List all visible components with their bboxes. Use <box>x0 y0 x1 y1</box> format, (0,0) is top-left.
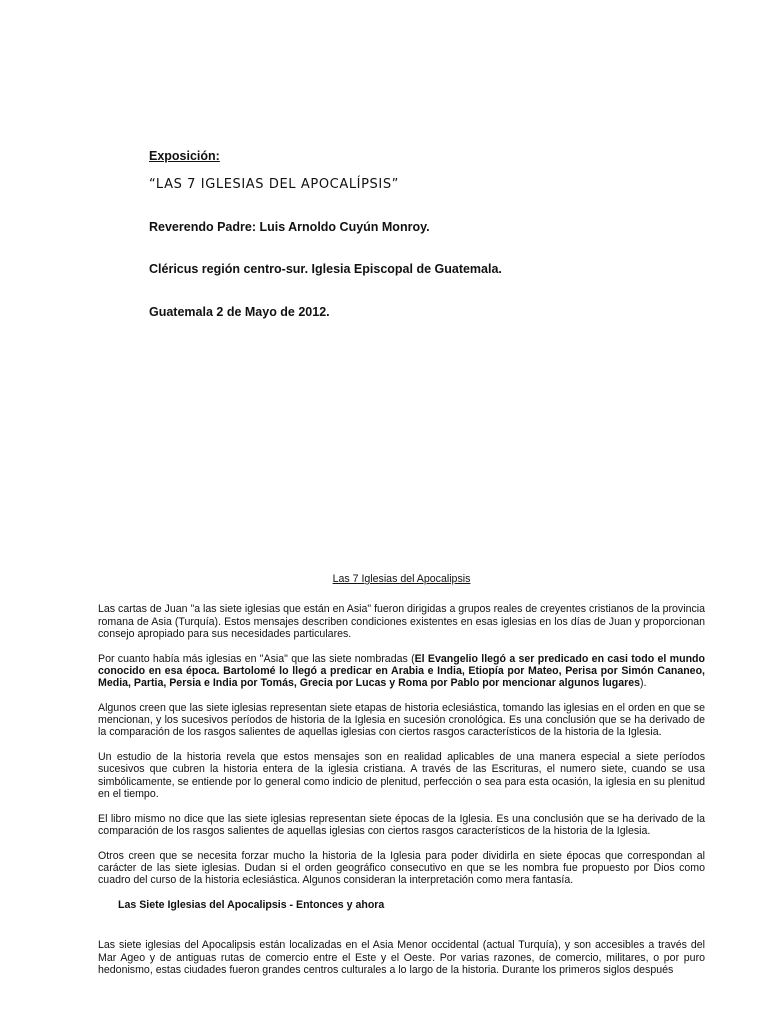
paragraph <box>98 653 705 690</box>
paragraph: Un estudio de la historia revela que estos mensajes son en realidad aplicables de una manera especial a siete períodos sucesivos que cubren la historia entera de la iglesia cristiana. A través de las Escrituras, el numero siete, cuando se usa simbólicamente, se entiende por lo general como indicio de plenitud, perfección o sea para esta ocasión, la iglesia en su plenitud en el tiempo. <box>98 751 705 801</box>
paragraph: Otros creen que se necesita forzar mucho la historia de la Iglesia para poder dividirla en siete épocas que correspondan al carácter de las siete iglesias. Dudan si el orden geográfico consecutivo en que se les nombra fue propuesto por Dios como cuadro del curso de la historia eclesiástica. Algunos consideran la interpretación como mera fantasía. <box>98 849 705 887</box>
paragraph: Las siete iglesias del Apocalipsis están localizadas en el Asia Menor occidental (actual Turquía), y son accesibles a través del Mar Ageo y de antiguas rutas de comercio entre el Este y el Oeste. Por varias razones, de comercio, militares, o por puro hedonismo, estas ciudades fueron grandes centros culturales a lo largo de la historia. Durante los primeros siglos después <box>98 939 705 976</box>
affiliation-line: Cléricus región centro-sur. Iglesia Episcopal de Guatemala. <box>149 262 502 276</box>
document-title: “LAS 7 IGLESIAS DEL APOCALÍPSIS” <box>149 177 400 192</box>
emphasis-text: El Evangelio llegó a ser predicado en casi todo el mundo conocido en esa época. Bartolomé lo llegó a predicar en Arabia e India, Etiopía por Mateo, Perisa por Simón Cananeo, Media, Partia, Persia e India por Tomás, Grecia por Lucas y Roma por Pablo por mencionar algunos lugares <box>98 652 705 690</box>
paragraph-text: Por cuanto había más iglesias en "Asia" que las siete nombradas ( <box>98 652 415 665</box>
sub-heading: Las Siete Iglesias del Apocalipsis - Entonces y ahora <box>118 898 385 911</box>
body-text <box>98 573 705 989</box>
author-line: Reverendo Padre: Luis Arnoldo Cuyún Monroy. <box>149 220 430 234</box>
section-title: Las 7 Iglesias del Apocalipsis <box>332 573 471 585</box>
date-line: Guatemala 2 de Mayo de 2012. <box>149 305 330 319</box>
paragraph-text: ). <box>640 677 647 690</box>
paragraph: El libro mismo no dice que las siete iglesias representan siete épocas de la Iglesia. Es una conclusión que se ha derivado de la comparación de los rasgos salientes de aquellas iglesias con ciertos rasgos característicos de la historia de la Iglesia. <box>98 812 705 838</box>
exposition-label: Exposición: <box>149 149 220 163</box>
paragraph: Las cartas de Juan "a las siete iglesias que están en Asia" fueron dirigidas a grupos reales de creyentes cristianos de la provincia romana de Asia (Turquía). Estos mensajes describen condiciones existentes en esas iglesias en los días de Juan y proporcionan consejo apropiado para sus necesidades particulares. <box>98 603 706 640</box>
paragraph: Algunos creen que las siete iglesias representan siete etapas de historia eclesiástica, tomando las iglesias en el orden en que se mencionan, y los sucesivos períodos de historia de la Iglesia en sucesión cronológica. Es una conclusión que se ha derivado de la comparación de los rasgos salientes de aquellas iglesias con ciertos rasgos característicos de la historia de la Iglesia. <box>98 701 705 739</box>
